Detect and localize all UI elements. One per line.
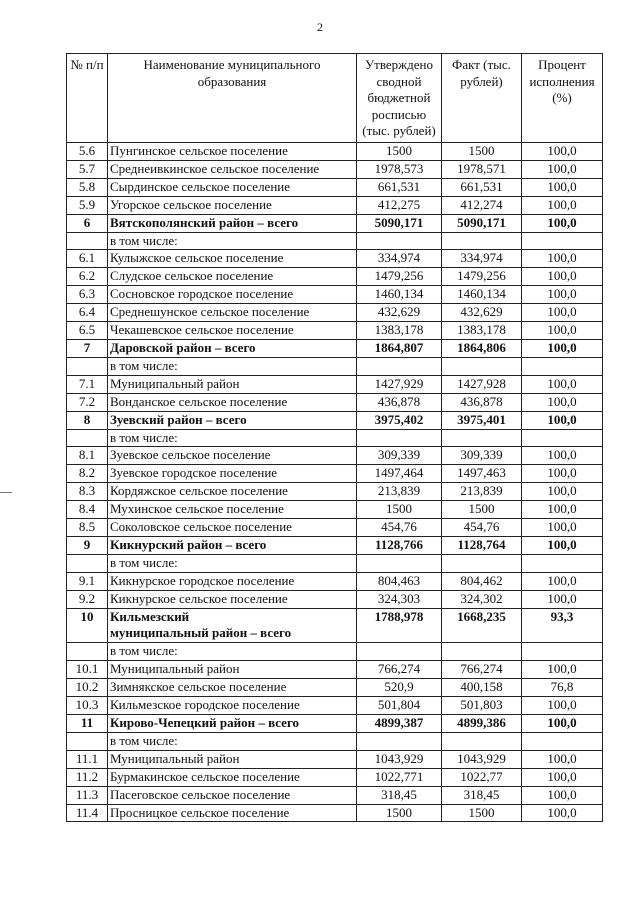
row-name-line: муниципальный район – всего	[110, 625, 292, 641]
row-actual-cell: 412,274	[442, 196, 522, 214]
row-number-cell: 11	[67, 715, 108, 733]
row-approved-cell: 1500	[357, 804, 442, 822]
table-body	[67, 143, 603, 822]
row-actual-cell: 334,974	[442, 250, 522, 268]
table-row	[67, 232, 603, 250]
row-number-cell: 5.9	[67, 196, 108, 214]
row-name-cell: Кикнурское городское поселение	[108, 572, 357, 590]
table-row	[67, 519, 603, 537]
header-name: Наименование муниципального образования	[108, 54, 357, 143]
row-actual-cell: 1383,178	[442, 322, 522, 340]
header-percent: Процент исполнения (%)	[522, 54, 603, 143]
row-percent-cell	[522, 429, 603, 447]
table-row	[67, 768, 603, 786]
row-number-cell: 7	[67, 339, 108, 357]
table-row	[67, 160, 603, 178]
table-row	[67, 393, 603, 411]
row-actual-cell	[442, 554, 522, 572]
row-actual-cell	[442, 429, 522, 447]
row-approved-cell: 501,804	[357, 697, 442, 715]
table-row	[67, 501, 603, 519]
row-approved-cell: 432,629	[357, 304, 442, 322]
row-actual-cell	[442, 643, 522, 661]
row-name-cell: Вонданское сельское поселение	[108, 393, 357, 411]
row-actual-cell: 1043,929	[442, 750, 522, 768]
row-actual-cell: 436,878	[442, 393, 522, 411]
row-percent-cell: 100,0	[522, 465, 603, 483]
row-approved-cell	[357, 357, 442, 375]
row-approved-cell: 454,76	[357, 519, 442, 537]
row-approved-cell: 804,463	[357, 572, 442, 590]
row-number-cell: 10.2	[67, 679, 108, 697]
budget-execution-table	[66, 53, 603, 822]
row-approved-cell: 436,878	[357, 393, 442, 411]
row-name-cell: в том числе:	[108, 232, 357, 250]
row-number-cell: 10.3	[67, 697, 108, 715]
row-number-cell	[67, 232, 108, 250]
row-percent-cell: 100,0	[522, 715, 603, 733]
row-percent-cell: 100,0	[522, 268, 603, 286]
row-approved-cell	[357, 232, 442, 250]
row-actual-cell: 432,629	[442, 304, 522, 322]
row-name-cell: Сосновское городское поселение	[108, 286, 357, 304]
row-approved-cell: 1978,573	[357, 160, 442, 178]
row-approved-cell: 520,9	[357, 679, 442, 697]
row-name-cell: Кулыжское сельское поселение	[108, 250, 357, 268]
row-name-cell: Просницкое сельское поселение	[108, 804, 357, 822]
row-percent-cell: 100,0	[522, 750, 603, 768]
row-number-cell: 7.1	[67, 375, 108, 393]
row-approved-cell: 334,974	[357, 250, 442, 268]
row-number-cell: 7.2	[67, 393, 108, 411]
row-actual-cell: 1427,928	[442, 375, 522, 393]
row-actual-cell: 661,531	[442, 178, 522, 196]
table-row	[67, 572, 603, 590]
table-row	[67, 643, 603, 661]
row-actual-cell: 1500	[442, 501, 522, 519]
row-actual-cell: 5090,171	[442, 214, 522, 232]
row-actual-cell: 213,839	[442, 483, 522, 501]
row-name-cell: Чекашевское сельское поселение	[108, 322, 357, 340]
row-approved-cell: 213,839	[357, 483, 442, 501]
row-percent-cell: 100,0	[522, 214, 603, 232]
row-approved-cell: 1479,256	[357, 268, 442, 286]
row-name-cell: в том числе:	[108, 643, 357, 661]
row-percent-cell: 76,8	[522, 679, 603, 697]
row-percent-cell: 100,0	[522, 661, 603, 679]
row-percent-cell: 100,0	[522, 250, 603, 268]
header-actual: Факт (тыс. рублей)	[442, 54, 522, 143]
row-percent-cell: 100,0	[522, 339, 603, 357]
row-actual-cell: 1497,463	[442, 465, 522, 483]
row-name-cell: Пасеговское сельское поселение	[108, 786, 357, 804]
table-row	[67, 268, 603, 286]
row-percent-cell: 100,0	[522, 196, 603, 214]
row-number-cell: 5.7	[67, 160, 108, 178]
row-percent-cell: 100,0	[522, 768, 603, 786]
row-name-cell: Среднешунское сельское поселение	[108, 304, 357, 322]
table-row	[67, 357, 603, 375]
row-number-cell: 6.4	[67, 304, 108, 322]
row-percent-cell: 100,0	[522, 501, 603, 519]
row-number-cell: 11.4	[67, 804, 108, 822]
row-name-cell: Сырдинское сельское поселение	[108, 178, 357, 196]
row-number-cell: 10	[67, 608, 108, 643]
row-name-cell: Угорское сельское поселение	[108, 196, 357, 214]
table-row	[67, 178, 603, 196]
table-header-row	[67, 54, 603, 143]
table-row	[67, 661, 603, 679]
header-approved: Утверждено сводной бюджетной росписью (тыс. рублей)	[357, 54, 442, 143]
row-percent-cell	[522, 357, 603, 375]
row-number-cell: 6.5	[67, 322, 108, 340]
row-percent-cell	[522, 732, 603, 750]
row-approved-cell	[357, 429, 442, 447]
row-actual-cell: 1668,235	[442, 608, 522, 643]
table-row	[67, 465, 603, 483]
row-percent-cell: 100,0	[522, 536, 603, 554]
table-row	[67, 554, 603, 572]
row-name-cell: Бурмакинское сельское поселение	[108, 768, 357, 786]
row-percent-cell: 100,0	[522, 786, 603, 804]
table-row	[67, 429, 603, 447]
row-approved-cell	[357, 554, 442, 572]
row-actual-cell: 454,76	[442, 519, 522, 537]
row-approved-cell	[357, 643, 442, 661]
row-approved-cell: 3975,402	[357, 411, 442, 429]
table-row	[67, 732, 603, 750]
row-name-cell: Кирово-Чепецкий район – всего	[108, 715, 357, 733]
row-number-cell: 9.1	[67, 572, 108, 590]
row-number-cell	[67, 357, 108, 375]
row-number-cell: 10.1	[67, 661, 108, 679]
table-row	[67, 375, 603, 393]
row-approved-cell: 1427,929	[357, 375, 442, 393]
table-row	[67, 250, 603, 268]
row-percent-cell: 100,0	[522, 411, 603, 429]
table-row	[67, 447, 603, 465]
row-name-cell: в том числе:	[108, 429, 357, 447]
row-number-cell: 8	[67, 411, 108, 429]
row-name-cell: Кильмезское городское поселение	[108, 697, 357, 715]
row-actual-cell	[442, 232, 522, 250]
row-approved-cell: 1500	[357, 501, 442, 519]
table-row	[67, 304, 603, 322]
row-number-cell: 5.6	[67, 143, 108, 161]
row-percent-cell	[522, 232, 603, 250]
table-row	[67, 786, 603, 804]
table-row	[67, 339, 603, 357]
row-name-cell: Соколовское сельское поселение	[108, 519, 357, 537]
row-number-cell: 8.2	[67, 465, 108, 483]
row-percent-cell: 100,0	[522, 447, 603, 465]
row-name-cell: Муниципальный район	[108, 661, 357, 679]
row-number-cell: 9	[67, 536, 108, 554]
row-percent-cell: 100,0	[522, 697, 603, 715]
row-percent-cell: 100,0	[522, 286, 603, 304]
row-approved-cell: 324,303	[357, 590, 442, 608]
row-actual-cell	[442, 357, 522, 375]
table-row	[67, 679, 603, 697]
row-actual-cell: 400,158	[442, 679, 522, 697]
row-approved-cell: 412,275	[357, 196, 442, 214]
row-percent-cell: 93,3	[522, 608, 603, 643]
table-row	[67, 608, 603, 643]
row-number-cell: 6	[67, 214, 108, 232]
row-actual-cell: 1500	[442, 804, 522, 822]
margin-mark	[0, 492, 12, 493]
row-name-cell: в том числе:	[108, 554, 357, 572]
row-name-cell: Пунгинское сельское поселение	[108, 143, 357, 161]
table-row	[67, 143, 603, 161]
row-actual-cell: 1978,571	[442, 160, 522, 178]
row-approved-cell: 309,339	[357, 447, 442, 465]
row-approved-cell: 1460,134	[357, 286, 442, 304]
row-number-cell: 11.1	[67, 750, 108, 768]
row-name-cell: Зуевский район – всего	[108, 411, 357, 429]
row-actual-cell: 1128,764	[442, 536, 522, 554]
row-number-cell: 8.1	[67, 447, 108, 465]
row-percent-cell: 100,0	[522, 160, 603, 178]
row-number-cell	[67, 643, 108, 661]
table-row	[67, 590, 603, 608]
table-row	[67, 286, 603, 304]
row-actual-cell: 4899,386	[442, 715, 522, 733]
row-percent-cell	[522, 554, 603, 572]
row-number-cell	[67, 554, 108, 572]
row-approved-cell: 661,531	[357, 178, 442, 196]
table-row	[67, 214, 603, 232]
row-name-line: Кильмезский	[110, 608, 190, 624]
row-percent-cell: 100,0	[522, 393, 603, 411]
row-actual-cell: 1460,134	[442, 286, 522, 304]
row-approved-cell: 1383,178	[357, 322, 442, 340]
table-row	[67, 411, 603, 429]
row-name-cell: в том числе:	[108, 357, 357, 375]
row-percent-cell: 100,0	[522, 178, 603, 196]
row-name-cell	[108, 608, 357, 643]
row-number-cell	[67, 732, 108, 750]
row-name-cell: в том числе:	[108, 732, 357, 750]
row-actual-cell: 324,302	[442, 590, 522, 608]
row-percent-cell: 100,0	[522, 304, 603, 322]
row-percent-cell: 100,0	[522, 590, 603, 608]
row-actual-cell: 1479,256	[442, 268, 522, 286]
row-actual-cell: 501,803	[442, 697, 522, 715]
row-actual-cell: 1864,806	[442, 339, 522, 357]
row-percent-cell: 100,0	[522, 322, 603, 340]
row-percent-cell: 100,0	[522, 572, 603, 590]
row-name-cell: Зуевское городское поселение	[108, 465, 357, 483]
table-row	[67, 536, 603, 554]
row-name-cell: Муниципальный район	[108, 750, 357, 768]
row-name-cell: Зимнякское сельское поселение	[108, 679, 357, 697]
row-number-cell: 11.2	[67, 768, 108, 786]
row-number-cell: 6.1	[67, 250, 108, 268]
table-row	[67, 483, 603, 501]
row-name-cell: Кикнурское сельское поселение	[108, 590, 357, 608]
table-row	[67, 196, 603, 214]
table-row	[67, 715, 603, 733]
row-name-cell: Мухинское сельское поселение	[108, 501, 357, 519]
row-actual-cell: 318,45	[442, 786, 522, 804]
row-number-cell	[67, 429, 108, 447]
row-approved-cell: 1022,771	[357, 768, 442, 786]
row-actual-cell: 1022,77	[442, 768, 522, 786]
row-actual-cell: 1500	[442, 143, 522, 161]
row-number-cell: 5.8	[67, 178, 108, 196]
row-percent-cell: 100,0	[522, 375, 603, 393]
header-number: № п/п	[67, 54, 108, 143]
row-name-cell: Кикнурский район – всего	[108, 536, 357, 554]
row-number-cell: 9.2	[67, 590, 108, 608]
row-number-cell: 8.4	[67, 501, 108, 519]
row-actual-cell	[442, 732, 522, 750]
row-name-cell: Среднеивкинское сельское поселение	[108, 160, 357, 178]
row-percent-cell: 100,0	[522, 804, 603, 822]
row-name-cell: Зуевское сельское поселение	[108, 447, 357, 465]
row-approved-cell: 4899,387	[357, 715, 442, 733]
table-row	[67, 750, 603, 768]
row-percent-cell: 100,0	[522, 143, 603, 161]
table-row	[67, 697, 603, 715]
row-approved-cell: 318,45	[357, 786, 442, 804]
row-name-cell: Вятскополянский район – всего	[108, 214, 357, 232]
row-approved-cell: 1788,978	[357, 608, 442, 643]
row-name-cell: Даровской район – всего	[108, 339, 357, 357]
row-percent-cell: 100,0	[522, 483, 603, 501]
row-approved-cell	[357, 732, 442, 750]
table-row	[67, 804, 603, 822]
row-name-cell: Слудское сельское поселение	[108, 268, 357, 286]
row-actual-cell: 3975,401	[442, 411, 522, 429]
page-number: 2	[317, 20, 323, 34]
row-number-cell: 8.5	[67, 519, 108, 537]
row-approved-cell: 1128,766	[357, 536, 442, 554]
table-row	[67, 322, 603, 340]
row-actual-cell: 309,339	[442, 447, 522, 465]
row-number-cell: 8.3	[67, 483, 108, 501]
row-number-cell: 11.3	[67, 786, 108, 804]
row-actual-cell: 804,462	[442, 572, 522, 590]
row-approved-cell: 1043,929	[357, 750, 442, 768]
row-number-cell: 6.3	[67, 286, 108, 304]
row-percent-cell	[522, 643, 603, 661]
row-name-cell: Муниципальный район	[108, 375, 357, 393]
row-approved-cell: 5090,171	[357, 214, 442, 232]
row-approved-cell: 766,274	[357, 661, 442, 679]
row-approved-cell: 1497,464	[357, 465, 442, 483]
row-percent-cell: 100,0	[522, 519, 603, 537]
row-number-cell: 6.2	[67, 268, 108, 286]
row-approved-cell: 1500	[357, 143, 442, 161]
row-approved-cell: 1864,807	[357, 339, 442, 357]
row-name-cell: Кордяжское сельское поселение	[108, 483, 357, 501]
row-actual-cell: 766,274	[442, 661, 522, 679]
